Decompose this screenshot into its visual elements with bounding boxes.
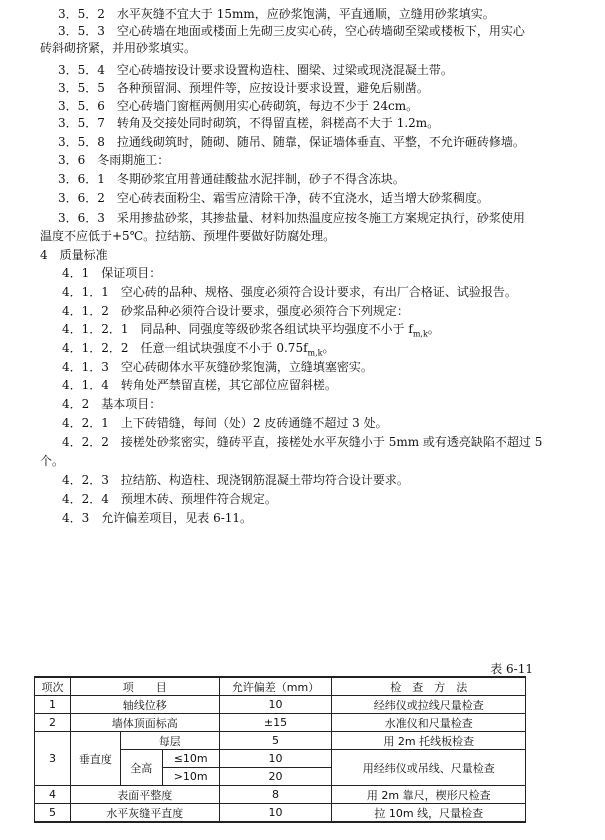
row-sub-item: ≤10m: [162, 750, 219, 768]
row-tolerance: 20: [219, 768, 332, 786]
subscript-mk: m,k: [307, 348, 323, 358]
row-item: 墙体顶面标高: [70, 714, 219, 732]
row-tolerance: 10: [219, 804, 332, 823]
row-method: 用 2m 靠尺，楔形尺检查: [332, 786, 526, 804]
clause-4-1-3: 4．1．3 空心砖砌体水平灰缝砂浆饱满，立缝填塞密实。: [62, 360, 373, 374]
table-row: [35, 714, 526, 732]
section-4-3: 4．3 允许偏差项目，见表 6-11。: [62, 511, 253, 525]
clause-3-6-2: 3．6．2 空心砖表面粉尘、霜雪应清除干净，砖不宜浇水，适当增大砂浆稠度。: [58, 191, 489, 205]
clause-4-2-1: 4．2．1 上下砖错缝，每间（处）2 皮砖通缝不超过 3 处。: [62, 416, 388, 430]
clause-3-5-4: 3．5．4 空心砖墙按设计要求设置构造柱、圈梁、过梁或现浇混凝土带。: [58, 63, 453, 77]
clause-4-1-2-1: [62, 322, 440, 341]
clause-3-5-7: 3．5．7 转角及交接处同时砌筑，不得留直槎，斜槎高不大于 1.2m。: [58, 116, 440, 130]
section-3-6: 3．6 冬雨期施工：: [58, 153, 170, 167]
clause-3-5-3: 3．5．3 空心砖墙在地面或楼面上先砌三皮实心砖，空心砖墙砌至梁或楼板下，用实心: [58, 24, 525, 38]
clause-4-2-2-cont: 个。: [40, 454, 65, 468]
row-no: 2: [35, 714, 71, 732]
row-no: 4: [35, 786, 71, 804]
table-header-row: [35, 677, 526, 696]
clause-3-5-5: 3．5．5 各种预留洞、预埋件等，应按设计要求设置，避免后剔凿。: [58, 81, 429, 95]
clause-3-5-6: 3．5．6 空心砖墙门窗框两侧用实心砖砌筑，每边不少于 24cm。: [58, 99, 419, 113]
row-sub-item: >10m: [162, 768, 219, 786]
clause-3-6-3-cont: 温度不应低于+5℃。拉结筋、预埋件要做好防腐处理。: [40, 229, 336, 243]
clause-4-1-2-1-text: 4．1．2．1 同品种、同强度等级砂浆各组试块平均强度不小于 f: [62, 322, 413, 336]
subscript-mk: m,k: [412, 329, 428, 339]
section-4-heading: 4 质量标准: [40, 248, 108, 262]
table-row: [35, 786, 526, 804]
clause-3-5-8: 3．5．8 拉通线砌筑时，随砌、随吊、随靠，保证墙体垂直、平整，不允许砸砖修墙。: [58, 135, 525, 149]
row-tolerance: 10: [219, 696, 332, 714]
row-tolerance: 5: [219, 732, 332, 750]
clause-3-5-2: 3．5．2 水平灰缝不宜大于 15mm，应砂浆饱满，平直通顺，立缝用砂浆填实。: [58, 7, 495, 21]
header-tolerance: 允许偏差（mm）: [219, 677, 332, 696]
row-sub-item: 每层: [120, 732, 219, 750]
clause-4-2-2: 4．2．2 接槎处砂浆密实，缝砖平直，接槎处水平灰缝小于 5mm 或有透亮缺陷不超过 5: [62, 435, 543, 449]
clause-4-1-2: 4．1．2 砂浆品种必须符合设计要求，强度必须符合下列规定：: [62, 304, 409, 318]
header-item: 项 目: [70, 677, 219, 696]
clause-3-6-1: 3．6．1 冬期砂浆宜用普通硅酸盐水泥拌制，砂子不得含冻块。: [58, 172, 405, 186]
row-method: 水准仪和尺量检查: [332, 714, 526, 732]
row-tolerance: 10: [219, 750, 332, 768]
row-method: 拉 10m 线，尺量检查: [332, 804, 526, 823]
row-item: 表面平整度: [70, 786, 219, 804]
row-method: 经纬仪或拉线尺量检查: [332, 696, 526, 714]
tolerance-table: [34, 676, 526, 823]
section-4-1: 4．1 保证项目：: [62, 266, 162, 280]
table-row: [35, 732, 526, 750]
clause-3-5-3-cont: 砖斜砌挤紧，并用砂浆填实。: [40, 41, 197, 55]
row-tolerance: ±15: [219, 714, 332, 732]
header-method: 检 查 方 法: [332, 677, 526, 696]
clause-4-1-2-2-text: 4．1．2．2 任意一组试块强度不小于 0.75f: [62, 341, 308, 355]
row-item: 轴线位移: [70, 696, 219, 714]
section-4-2: 4．2 基本项目：: [62, 397, 162, 411]
row-no: 3: [35, 732, 71, 786]
row-no: 5: [35, 804, 71, 823]
row-method: 用经纬仪或吊线、尺量检查: [332, 750, 526, 786]
clause-4-2-4: 4．2．4 预埋木砖、预埋件符合规定。: [62, 492, 277, 506]
clause-3-6-3: 3．6．3 采用掺盐砂浆，其掺盐量、材料加热温度应按冬施工方案规定执行，砂浆使用: [58, 211, 525, 225]
clause-4-1-4: 4．1．4 转角处严禁留直槎，其它部位应留斜槎。: [62, 378, 337, 392]
table-row: [35, 804, 526, 823]
row-no: 1: [35, 696, 71, 714]
row-item: 水平灰缝平直度: [70, 804, 219, 823]
clause-4-1-1: 4．1．1 空心砖的品种、规格、强度必须符合设计要求，有出厂合格证、试验报告。: [62, 285, 517, 299]
row-group: 垂直度: [70, 732, 120, 786]
clause-4-1-2-2: [62, 341, 335, 360]
suffix-period: 。: [427, 322, 440, 336]
row-method: 用 2m 托线板检查: [332, 732, 526, 750]
header-no: 项次: [35, 677, 71, 696]
suffix-period: 。: [322, 341, 335, 355]
table-caption: 表 6-11: [490, 662, 533, 676]
row-sub-item: 全高: [120, 750, 162, 786]
table-row: [35, 696, 526, 714]
row-tolerance: 8: [219, 786, 332, 804]
clause-4-2-3: 4．2．3 拉结筋、构造柱、现浇钢筋混凝土带均符合设计要求。: [62, 473, 409, 487]
